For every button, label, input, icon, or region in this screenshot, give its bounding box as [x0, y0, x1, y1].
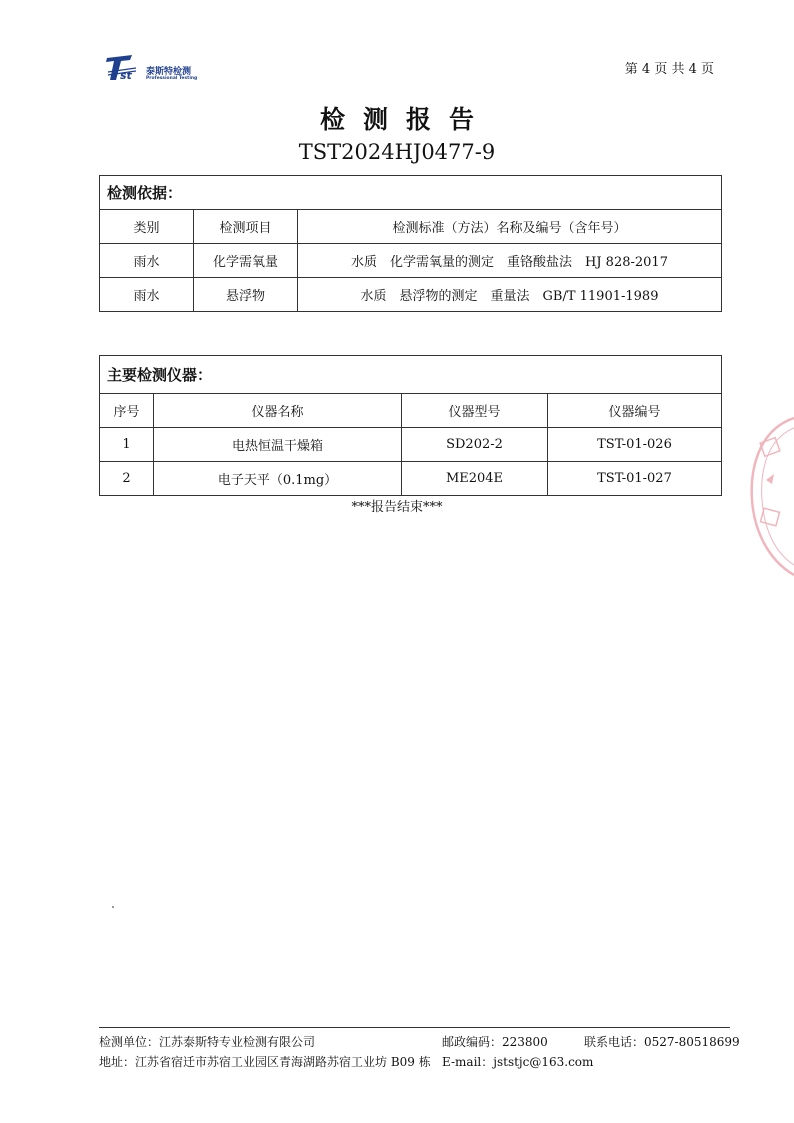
table-row	[100, 428, 722, 462]
scan-speck	[112, 906, 114, 908]
column-header: 仪器编号	[548, 394, 722, 428]
footer-email: E-mail：jststjc@163.com	[442, 1055, 594, 1069]
basis-header-row	[100, 210, 722, 244]
logo-en-name: Professional Testing	[146, 76, 198, 81]
column-header: 仪器型号	[402, 394, 548, 428]
company-logo	[106, 54, 206, 86]
standard-cell: 水质 悬浮物的测定 重量法 GB/T 11901-1989	[298, 278, 722, 312]
svg-text:st: st	[120, 69, 132, 82]
instruments-heading: 主要检测仪器：	[100, 356, 722, 394]
instruments-heading-row	[100, 356, 722, 394]
footer-phone: 联系电话：0527-80518699	[584, 1035, 740, 1049]
column-header: 检测项目	[194, 210, 298, 244]
report-number: TST2024HJ0477-9	[298, 140, 496, 164]
id-cell: TST-01-026	[548, 428, 722, 462]
item-cell: 悬浮物	[194, 278, 298, 312]
name-cell: 电热恒温干燥箱	[154, 428, 402, 462]
column-header: 检测标准（方法）名称及编号（含年号）	[298, 210, 722, 244]
model-cell: SD202-2	[402, 428, 548, 462]
category-cell: 雨水	[100, 278, 194, 312]
model-cell: ME204E	[402, 462, 548, 496]
detection-basis-table	[99, 175, 722, 312]
table-row	[100, 278, 722, 312]
column-header: 类别	[100, 210, 194, 244]
report-end-mark: ***报告结束***	[351, 500, 443, 515]
basis-heading-row	[100, 176, 722, 210]
id-cell: TST-01-027	[548, 462, 722, 496]
name-cell: 电子天平（0.1mg）	[154, 462, 402, 496]
footer-unit: 检测单位：江苏泰斯特专业检测有限公司	[99, 1035, 316, 1049]
column-header: 序号	[100, 394, 154, 428]
footer-address: 地址：江苏省宿迁市苏宿工业园区青海湖路苏宿工业坊 B09 栋	[99, 1055, 431, 1069]
item-cell: 化学需氧量	[194, 244, 298, 278]
column-header: 仪器名称	[154, 394, 402, 428]
logo-cn-name: 泰斯特检测	[146, 67, 192, 77]
instruments-header-row	[100, 394, 722, 428]
page-indicator: 第 4 页 共 4 页	[624, 62, 714, 77]
instruments-table	[99, 355, 722, 496]
basis-heading: 检测依据：	[100, 176, 722, 210]
report-title: 检测报告	[319, 105, 492, 134]
seal-stamp-icon	[748, 410, 794, 580]
tst-logo-icon	[106, 54, 140, 82]
table-row	[100, 244, 722, 278]
footer-postcode: 邮政编码：223800	[442, 1035, 548, 1049]
standard-cell: 水质 化学需氧量的测定 重铬酸盐法 HJ 828-2017	[298, 244, 722, 278]
seq-cell: 1	[100, 428, 154, 462]
footer-divider	[99, 1027, 730, 1028]
category-cell: 雨水	[100, 244, 194, 278]
seq-cell: 2	[100, 462, 154, 496]
table-row	[100, 462, 722, 496]
